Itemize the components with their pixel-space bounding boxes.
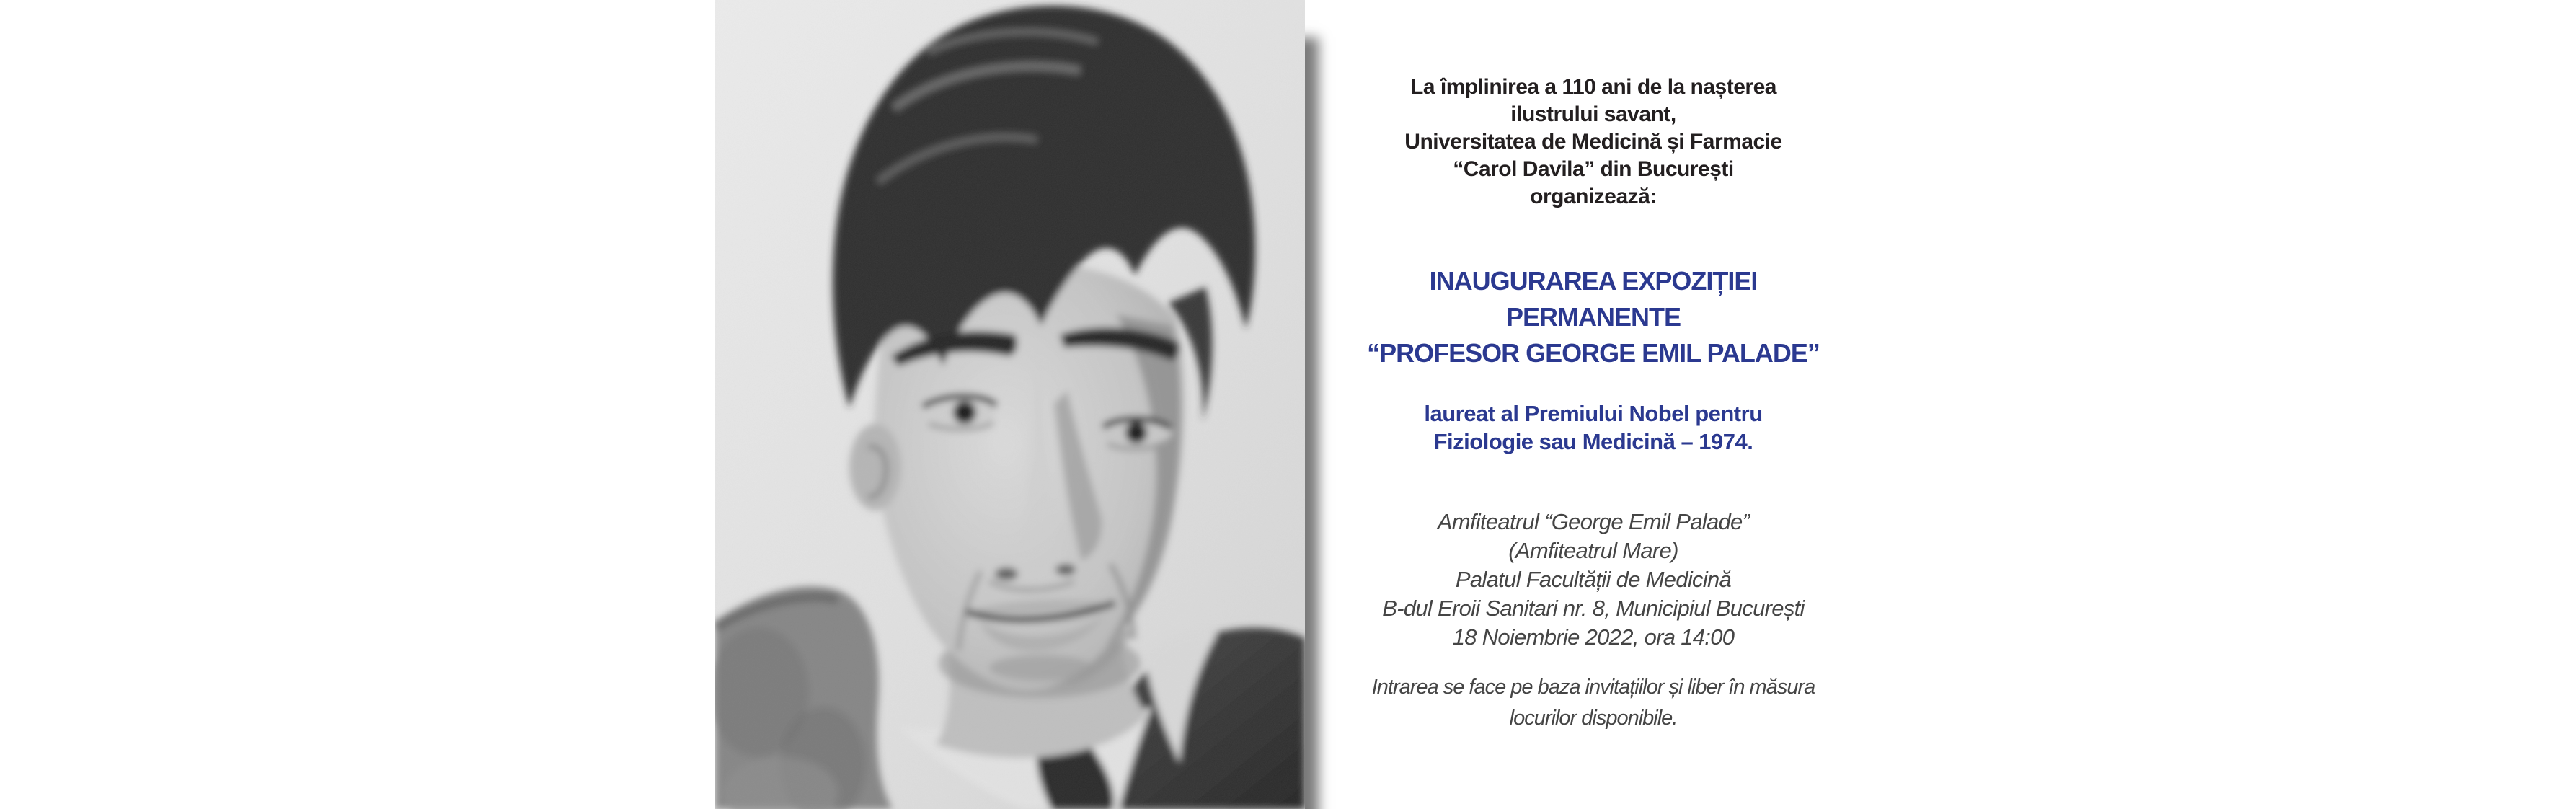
intro-line-4: “Carol Davila” din București xyxy=(1453,157,1734,181)
venue-details xyxy=(1305,508,1882,652)
exhibition-title xyxy=(1305,263,1882,371)
venue-line-5: 18 Noiembrie 2022, ora 14:00 xyxy=(1452,624,1735,650)
intro-line-5: organizează: xyxy=(1530,185,1657,208)
nobel-subtitle-line-1: laureat al Premiului Nobel pentru xyxy=(1424,401,1763,426)
invitation-text xyxy=(1305,0,1882,809)
intro-line-3: Universitatea de Medicină și Farmacie xyxy=(1404,130,1782,154)
exhibition-title-line-3: “PROFESOR GEORGE EMIL PALADE” xyxy=(1367,338,1820,368)
intro-line-2: ilustrului savant, xyxy=(1510,102,1676,126)
admission-note-line-2: locurilor disponibile. xyxy=(1509,707,1678,730)
admission-note-line-1: Intrarea se face pe baza invitațiilor și liber în măsura xyxy=(1371,676,1815,699)
venue-line-1: Amfiteatrul “George Emil Palade” xyxy=(1437,509,1750,534)
nobel-subtitle-line-2: Fiziologie sau Medicină – 1974. xyxy=(1433,429,1753,454)
exhibition-title-line-1: INAUGURAREA EXPOZIȚIEI xyxy=(1429,266,1758,296)
film-grain-overlay xyxy=(715,0,1305,809)
portrait-photo xyxy=(715,0,1305,809)
admission-note xyxy=(1305,672,1882,734)
intro-text xyxy=(1305,74,1882,211)
exhibition-title-line-2: PERMANENTE xyxy=(1505,302,1681,332)
venue-line-2: (Amfiteatrul Mare) xyxy=(1508,538,1678,563)
venue-line-3: Palatul Facultății de Medicină xyxy=(1455,567,1732,592)
venue-line-4: B-dul Eroii Sanitari nr. 8, Municipiul București xyxy=(1382,596,1805,621)
intro-line-1: La împlinirea a 110 ani de la nașterea xyxy=(1410,75,1776,99)
portrait-photo-svg xyxy=(715,0,1305,809)
nobel-subtitle xyxy=(1305,399,1882,456)
